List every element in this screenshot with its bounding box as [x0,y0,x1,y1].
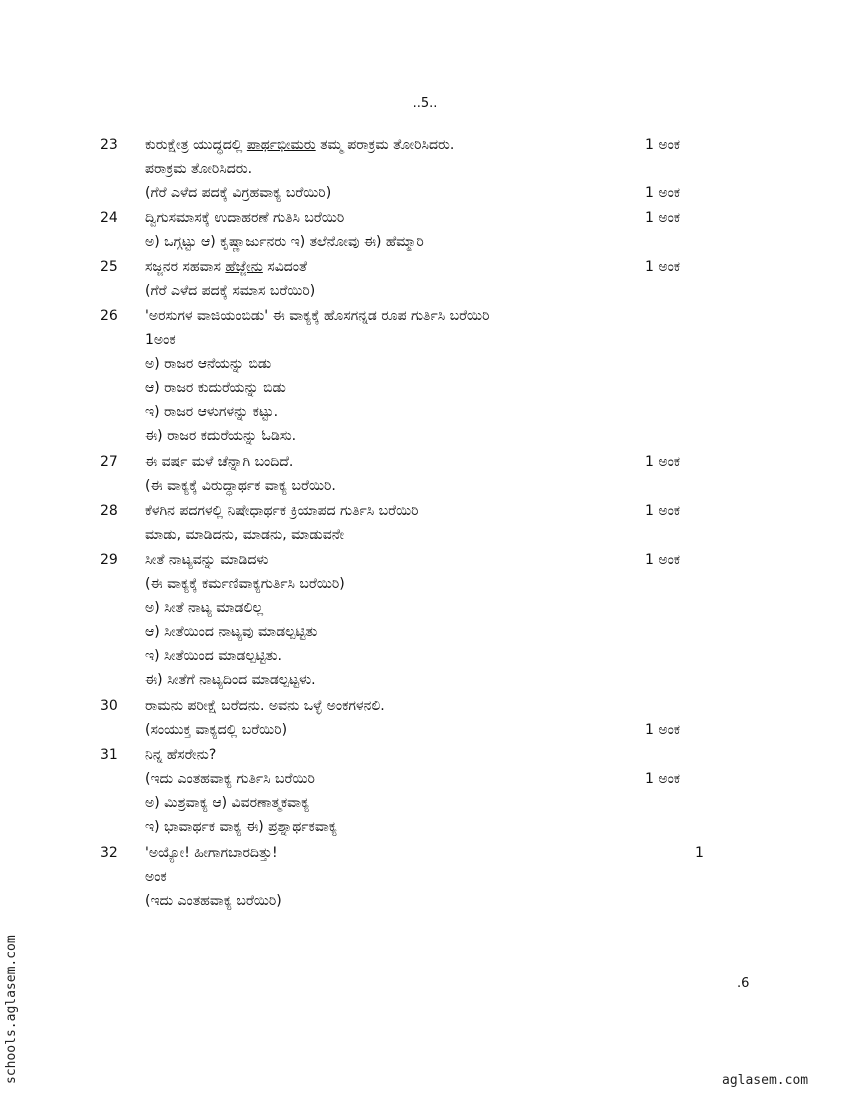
question-line [0,304,850,328]
question-line [0,668,850,692]
question-line [0,499,850,523]
question-text: ಕೆಳಗಿನ ಪದಗಳಲ್ಲಿ ನಿಷೇಧಾರ್ಥಕ ಕ್ರಿಯಾಪದ ಗುರ್ತಿಸಿ ಬರೆಯಿರಿ [145,503,419,519]
question-line [0,644,850,668]
question-line [0,694,850,718]
question-number: 32 [100,844,118,861]
question-text: (ಈ ವಾಕ್ಯಕ್ಕೆ ಕರ್ಮಣಿವಾಕ್ಯಗುರ್ತಿಸಿ ಬರೆಯಿರಿ) [145,575,345,592]
question-29 [0,548,850,692]
question-text: ಅ) ರಾಜರ ಆನೆಯನ್ನು ಬಿಡು [145,355,272,372]
question-text: ದ್ವಿಗುಸಮಾಸಕ್ಕೆ ಉದಾಹರಣೆ ಗುತಿಸಿ ಬರೆಯಿರಿ [145,210,345,227]
question-text: (ಗೆರೆ ಎಳೆದ ಪದಕ್ಕೆ ವಿಗ್ರಹವಾಕ್ಯ ಬರೆಯಿರಿ) [145,185,332,201]
question-31 [0,743,850,839]
question-26 [0,304,850,448]
question-line [0,767,850,791]
question-line [0,133,850,157]
marks-label: 1 ಅಂಕ [645,551,681,568]
question-text: ಅ) ಮಿಶ್ರವಾಕ್ಯ ಆ) ವಿವರಣಾತ್ಮಕವಾಕ್ಯ [145,795,310,811]
question-line [0,400,850,424]
question-line [0,255,850,279]
marks-label: 1 ಅಂಕ [645,210,681,227]
question-text: ಈ ವರ್ಷ ಮಳೆ ಚೆನ್ನಾಗಿ ಬಂದಿದೆ. [145,454,294,471]
question-number: 25 [100,259,118,275]
question-text: ಆ) ಸೀತೆಯಿಂದ ನಾಟ್ಯವು ಮಾಡಲ್ಪಟ್ಟಿತು [145,623,318,640]
text-before-underline: ಕುರುಕ್ಷೇತ್ರ ಯುದ್ಧದಲ್ಲಿ [145,137,247,153]
marks-label: 1 ಅಂಕ [645,137,681,153]
question-text: ಪರಾಕ್ರಮ ತೋರಿಸಿದರು. [145,161,253,177]
marks-label: 1 [695,844,704,861]
question-line [0,328,850,352]
marks-label: 1 ಅಂಕ [645,259,681,275]
question-line [0,596,850,620]
question-text [145,255,307,279]
question-text: ಅ) ಸೀತೆ ನಾಟ್ಯ ಮಾಡಲಿಲ್ಲ [145,599,264,616]
marks-label: 1 ಅಂಕ [645,722,681,739]
question-text: ರಾಮನು ಪರೀಕ್ಷೆ ಬರೆದನು. ಅವನು ಒಳ್ಳೆ ಅಂಕಗಳನಲಿ. [145,698,385,715]
question-text: 'ಅರಸುಗಳ ವಾಜಿಯಂಬಿಡು' ಈ ವಾಕ್ಯಕ್ಕೆ ಹೊಸಗನ್ನಡ ರೂಪ ಗುರ್ತಿಸಿ ಬರೆಯಿರಿ [145,307,490,324]
question-line [0,376,850,400]
question-text [145,133,454,157]
underlined-word: ಪಾರ್ಥಭೀಮರು [246,137,316,153]
question-line [0,572,850,596]
question-24 [0,206,850,254]
text-after-underline: ಸವಿದಂತೆ [262,259,307,275]
question-number: 24 [100,210,118,227]
question-text: ಅಂಕ [145,868,167,885]
question-27 [0,450,850,498]
question-text: (ಇದು ಎಂತಹವಾಕ್ಯ ಬರೆಯಿರಿ) [145,892,282,909]
question-line [0,791,850,815]
question-line [0,815,850,839]
question-text: ಈ) ಸೀತೆಗೆ ನಾಟ್ಯದಿಂದ ಮಾಡಲ್ಪಟ್ಟಳು. [145,671,316,688]
marks-label: 1 ಅಂಕ [645,454,681,471]
text-after-underline: ತಮ್ಮ ಪರಾಕ್ರಮ ತೋರಿಸಿದರು. [315,137,455,153]
question-number: 30 [100,698,118,715]
marks-label: 1 ಅಂಕ [645,503,681,519]
question-number: 27 [100,454,118,471]
question-line [0,865,850,889]
question-25 [0,255,850,303]
question-text: ಆ) ರಾಜರ ಕುದುರೆಯನ್ನು ಬಿಡು [145,379,286,396]
question-text: ಈ) ರಾಜರ ಕದುರೆಯನ್ನು ಓಡಿಸು. [145,427,297,444]
question-text: 'ಅಯ್ಯೋ! ಹೀಗಾಗಬಾರದಿತ್ತು! [145,844,278,861]
question-line [0,424,850,448]
question-line [0,352,850,376]
question-number: 28 [100,503,118,519]
question-32 [0,841,850,913]
question-number: 26 [100,307,118,324]
question-number: 31 [100,747,118,763]
question-text: ಇ) ರಾಜರ ಆಳುಗಳನ್ನು ಕಟ್ಟು. [145,403,279,420]
question-text: ಇ) ಸೀತೆಯಿಂದ ಮಾಡಲ್ಪಟ್ಟಿತು. [145,647,282,664]
next-page-marker: .6 [737,976,750,991]
question-text: ಸೀತೆ ನಾಟ್ಯವನ್ನು ಮಾಡಿದಳು [145,551,269,568]
question-text: (ಗೆರೆ ಎಳೆದ ಪದಕ್ಕೆ ಸಮಾಸ ಬರೆಯಿರಿ) [145,283,316,299]
question-line [0,743,850,767]
question-line [0,889,850,913]
question-line [0,841,850,865]
question-30 [0,694,850,742]
question-line [0,206,850,230]
question-line [0,230,850,254]
underlined-word: ಹೆಜ್ಜೇನು [225,259,263,275]
question-text: 1ಅಂಕ [145,331,176,348]
marks-label: 1 ಅಂಕ [645,771,681,787]
text-before-underline: ಸಜ್ಜನರ ಸಹವಾಸ [145,259,226,275]
bottom-watermark: aglasem.com [722,1073,809,1088]
question-line [0,474,850,498]
question-line [0,279,850,303]
side-watermark: schools.aglasem.com [4,935,19,1084]
question-line [0,620,850,644]
question-text: ನಿನ್ನ ಹೆಸರೇನು? [145,747,217,763]
question-text: ಇ) ಭಾವಾರ್ಥಕ ವಾಕ್ಯ ಈ) ಪ್ರಶ್ನಾರ್ಥಕವಾಕ್ಯ [145,819,338,835]
question-number: 23 [100,137,118,153]
marks-label: 1 ಅಂಕ [645,185,681,201]
question-line [0,450,850,474]
page-number-header: ..5.. [412,96,438,111]
question-text: ಮಾಡು, ಮಾಡಿದನು, ಮಾಡನು, ಮಾಡುವನೇ [145,527,345,543]
question-line [0,181,850,205]
question-23 [0,133,850,205]
question-line [0,548,850,572]
question-text: ಅ) ಒಗ್ಗಟ್ಟು ಆ) ಕೃಷ್ಣಾರ್ಜುನರು ಇ) ತಲೆನೋವು ಈ) ಹೆಮ್ಮಾರಿ [145,234,424,251]
question-line [0,523,850,547]
question-number: 29 [100,551,118,568]
question-text: (ಇದು ಎಂತಹವಾಕ್ಯ ಗುರ್ತಿಸಿ ಬರೆಯಿರಿ [145,771,315,787]
question-text: (ಈ ವಾಕ್ಯಕ್ಕೆ ವಿರುದ್ಧಾರ್ಥಕ ವಾಕ್ಯ ಬರೆಯಿರಿ. [145,478,336,495]
question-line [0,718,850,742]
question-28 [0,499,850,547]
question-text: (ಸಂಯುಕ್ತ ವಾಕ್ಯದಲ್ಲಿ ಬರೆಯಿರಿ) [145,722,288,739]
question-line [0,157,850,181]
